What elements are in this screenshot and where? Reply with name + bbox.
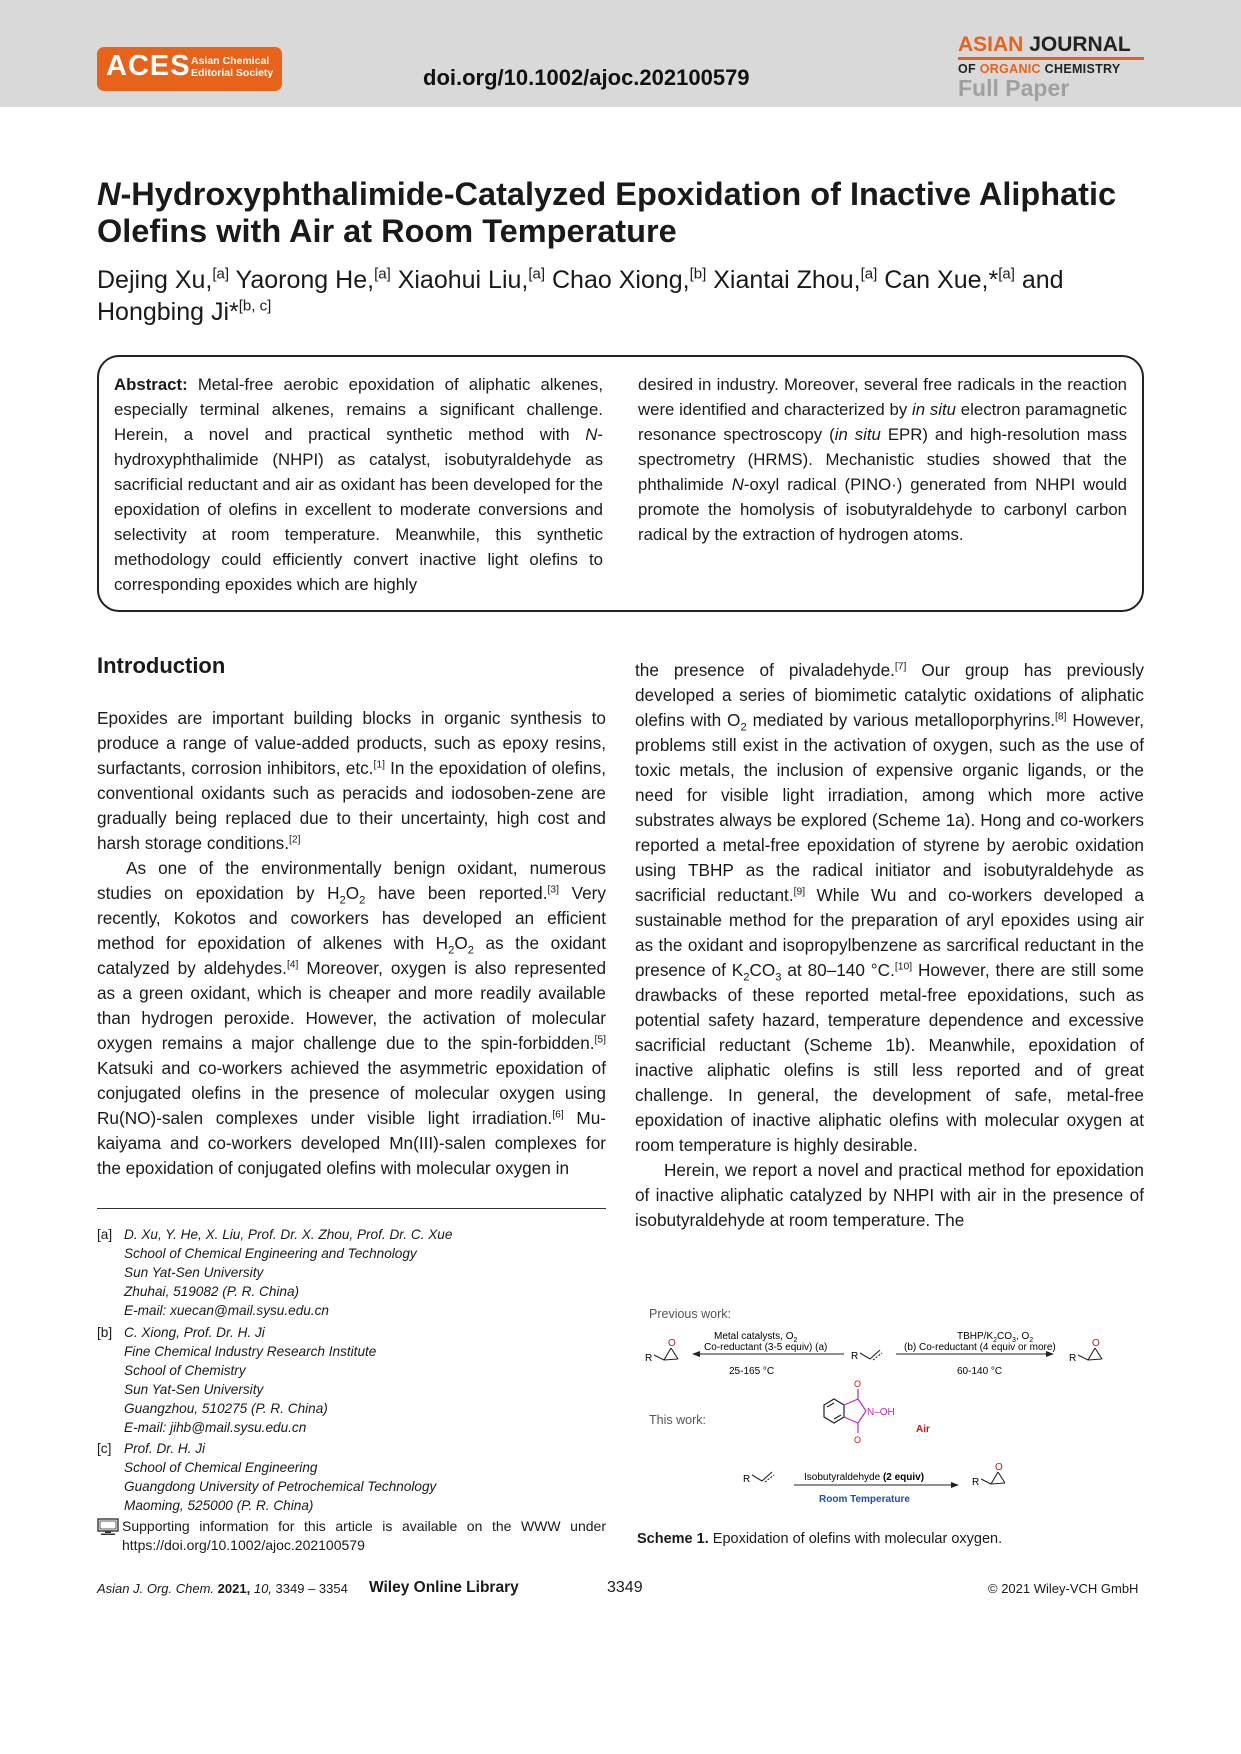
author-name: Xiaohui Liu, [397, 266, 529, 294]
paragraph [635, 658, 1144, 1158]
author-affiliation: [a] [528, 265, 546, 283]
author-and: and [1021, 266, 1064, 294]
citation-ref[interactable]: [5] [594, 1034, 606, 1046]
room-temperature-label: Room Temperature [819, 1494, 910, 1505]
footnote-line: Maoming, 525000 (P. R. China) [124, 1498, 314, 1513]
copyright: © 2021 Wiley-VCH GmbH [988, 1581, 1139, 1596]
affiliation-footnote-c [97, 1439, 606, 1515]
author-affiliation: [b, c] [238, 297, 272, 315]
publisher-name [191, 55, 273, 79]
footnote-line: Guangdong University of Petrochemical Technology [124, 1479, 437, 1494]
subscript: 2 [743, 971, 750, 984]
author-name: Xiantai Zhou, [713, 266, 861, 294]
abstract-box [97, 355, 1144, 612]
author-affiliation: [a] [374, 265, 391, 283]
left-temperature: 25-165 °C [729, 1366, 775, 1377]
text: Mu-kaiyama and co-workers developed Mn(III)-salen complexes for the epoxidation of conjugated olefins with molecular oxygen in [97, 1108, 606, 1178]
r-group-label: R [645, 1353, 653, 1364]
epoxide-structure-bottom [981, 1472, 1005, 1484]
author-affiliation: [a] [212, 265, 230, 283]
page-number: 3349 [607, 1579, 643, 1596]
publisher-name-line1: Asian Chemical [191, 55, 270, 67]
supporting-info-text[interactable]: Supporting information for this article is available on the WWW under https://doi.org/10.1002/ajoc.202100579 [122, 1518, 606, 1553]
text: However, problems still exist in the activation of oxygen, such as the use of toxic metals, the inclusion of expensive organic ligands, or the need for visible light irradiation, among which more active substrates always be explored (Scheme 1a). Hong and co-workers reported a metal-free epoxidation of styrene by aerobic oxidation using TBHP as the radical initiator and isobutyraldehyde as sacrificial reductant. [635, 710, 1145, 905]
condition-text: CO [997, 1331, 1013, 1342]
r-group-label: R [851, 1351, 859, 1362]
previous-work-label: Previous work: [649, 1307, 731, 1321]
paragraph [635, 1158, 1144, 1233]
nhpi-structure [824, 1389, 866, 1433]
footnote-divider [97, 1208, 606, 1209]
subscript: 2 [467, 944, 474, 957]
footnote-email[interactable]: E-mail: xuecan@mail.sysu.edu.cn [124, 1303, 329, 1318]
citation-ref[interactable]: [4] [286, 959, 299, 971]
subscript: 2 [1029, 1337, 1034, 1344]
subscript: 2 [793, 1337, 798, 1344]
paragraph [97, 706, 606, 856]
footnote-line: D. Xu, Y. He, X. Liu, Prof. Dr. X. Zhou, Prof. Dr. C. Xue [124, 1227, 453, 1242]
paragraph [97, 856, 606, 1181]
condition-equiv: (2 equiv) [882, 1472, 925, 1483]
r-group-label: R [1069, 1353, 1077, 1364]
author-name: Can Xue,* [884, 266, 999, 294]
abstract-italic: in situ [834, 425, 881, 444]
text: CO [749, 960, 776, 980]
journal-name-part4: ORGANIC [979, 62, 1041, 76]
abstract-italic: in situ [912, 400, 956, 419]
text: O [345, 883, 360, 903]
subscript: 2 [448, 944, 455, 957]
affiliation-footnote-a [97, 1225, 606, 1320]
condition-text: TBHP/K [957, 1331, 994, 1342]
abstract-italic: N [585, 425, 598, 444]
footnote-email[interactable]: E-mail: jihb@mail.sysu.edu.cn [124, 1420, 307, 1435]
footnote-label: [c] [97, 1441, 112, 1456]
abstract-text: -oxyl radical (PINO·) generated from NHPI would promote the homolysis of isobutyraldehyde to carbonyl carbon radical by the extraction of hydrogen atoms. [638, 475, 1127, 544]
text: Epoxides are important building blocks in organic synthesis to produce a range of value-added products, such as epoxy resins, surfactants, corrosion inhibitors, etc. [97, 708, 606, 778]
text: Moreover, oxygen is also represented as a green oxidant, which is cheaper and more readily available than hydrogen peroxide. However, the activation of molecular oxygen remains a major challenge due to the spin-forbidden. [97, 958, 607, 1053]
author-list [97, 264, 1157, 328]
journal-name-part3: OF [958, 62, 976, 76]
author-name: Dejing Xu, [97, 266, 213, 294]
epoxide-structure-right [1078, 1348, 1102, 1360]
arrow-head-icon [951, 1482, 959, 1488]
subscript: 3 [775, 971, 782, 984]
publisher-name-line2: Editorial Society [191, 67, 274, 79]
abstract-text: -hydroxyphthalimide (NHPI) as catalyst, isobutyraldehyde as sacrificial reductant and air as oxidant has been developed for the epoxidation of olefins in excellent to moderate conversions and selectivity at room temperature. Meanwhile, this synthetic methodology could efficiently convert inactive light olefins to corresponding epoxides which are highly [114, 425, 603, 594]
epoxide-structure-left [654, 1348, 678, 1360]
oxygen-label: O [854, 1379, 862, 1389]
scheme-1-figure [634, 1297, 1144, 1517]
footnote-label: [b] [97, 1325, 113, 1340]
abstract-italic: N [731, 475, 744, 494]
text: O [454, 933, 468, 953]
footer-year: 2021, [217, 1581, 251, 1596]
supporting-info-note [97, 1517, 606, 1555]
air-label: Air [916, 1424, 930, 1435]
abstract-left-column [114, 372, 603, 597]
citation-ref[interactable]: [7] [894, 661, 907, 673]
citation-ref[interactable]: [3] [547, 884, 559, 896]
footnote-line: School of Chemistry [124, 1363, 246, 1378]
r-group-label: R [972, 1477, 980, 1488]
journal-logo [958, 33, 1144, 100]
nhpi-label: N–OH [867, 1407, 895, 1418]
citation-ref[interactable]: [2] [289, 834, 301, 846]
text: the presence of pivaladehyde. [635, 660, 895, 680]
title-italic-prefix: N [97, 176, 121, 212]
journal-name-part5: CHEMISTRY [1044, 62, 1121, 76]
abstract-text: Metal-free aerobic epoxidation of aliphatic alkenes, especially terminal alkenes, remains a significant challenge. Herein, a novel and practical synthetic method with [114, 375, 603, 444]
left-condition-2: Co-reductant (3-5 equiv) (a) [704, 1342, 828, 1353]
publisher-logo-text: ACES [106, 50, 191, 82]
condition-text: , O [1015, 1331, 1030, 1342]
author-name: Chao Xiong, [552, 266, 690, 294]
author-affiliation: [a] [860, 265, 878, 283]
right-temperature: 60-140 °C [957, 1366, 1003, 1377]
footnote-line: C. Xiong, Prof. Dr. H. Ji [124, 1325, 265, 1340]
text: Very recently, Kokotos and coworkers has developed an efficient method for epoxidation of alkenes with H [97, 883, 606, 953]
text: As one of the environmentally benign oxidant, numerous studies on epoxidation by H [97, 858, 606, 903]
condition-text: Metal catalysts, O [714, 1331, 794, 1342]
subscript: 2 [359, 894, 366, 907]
text: have been reported. [365, 883, 548, 903]
abstract-text: EPR) and high-resolution mass spectrometry (HRMS). Mechanistic studies showed that the phthalimide [638, 425, 1127, 494]
body-left-column [97, 706, 606, 1181]
footnote-line: Guangzhou, 510275 (P. R. China) [124, 1401, 328, 1416]
abstract-right-column [638, 372, 1127, 547]
abstract-text: desired in industry. Moreover, several free radicals in the reaction were identified and characterized by [638, 375, 1127, 419]
subscript: 2 [993, 1337, 998, 1344]
footnote-line: Sun Yat-Sen University [124, 1382, 264, 1397]
alkene-structure-center [860, 1350, 882, 1360]
author-name: Hongbing Ji* [97, 298, 239, 326]
oxygen-label: O [1092, 1338, 1100, 1349]
subscript: 2 [740, 721, 747, 734]
author-affiliation: [b] [689, 265, 707, 283]
this-work-label: This work: [649, 1413, 706, 1427]
oxygen-label: O [668, 1338, 676, 1349]
text: as the oxidant catalyzed by aldehydes. [97, 933, 606, 978]
arrow-head-icon [692, 1351, 700, 1357]
monitor-icon [97, 1518, 119, 1536]
text: However, there are still some drawbacks of these reported metal-free epoxidations, such as potential safety hazard, temperature dependence and excessive sacrificial reductant (Scheme 1b). Meanwhile, epoxidation of inactive aliphatic olefins is still less reported and of great challenge. In general, the development of safe, metal-free epoxidation of inactive aliphatic olefins with molecular oxygen at room temperature is highly desirable. [635, 960, 1144, 1155]
abstract-label: Abstract: [114, 375, 188, 394]
subscript: 3 [1012, 1337, 1016, 1344]
article-title [97, 176, 1157, 250]
subscript: 2 [339, 894, 346, 907]
r-group-label: R [743, 1474, 751, 1485]
caption-label: Scheme 1. [637, 1531, 709, 1547]
caption-text: Epoxidation of olefins with molecular oxygen. [708, 1531, 1003, 1547]
footnote-line: Prof. Dr. H. Ji [124, 1441, 206, 1456]
right-condition-2: (b) Co-reductant (4 equiv or more) [904, 1342, 1056, 1353]
wiley-online-library-link[interactable]: Wiley Online Library [369, 1579, 519, 1596]
title-rest: -Hydroxyphthalimide-Catalyzed Epoxidation of Inactive Aliphatic Olefins with Air at Room Temperature [97, 176, 1117, 249]
footnote-line: Zhuhai, 519082 (P. R. China) [124, 1284, 300, 1299]
text: Our group has previously developed a series of biomimetic catalytic oxidations of aliphatic olefins with O [635, 660, 1144, 730]
affiliation-footnote-b [97, 1323, 606, 1437]
text: mediated by various metalloporphyrins. [746, 710, 1055, 730]
citation-ref[interactable]: [9] [793, 886, 806, 898]
footnote-line: Sun Yat-Sen University [124, 1265, 264, 1280]
footer-volume: 10, [253, 1581, 272, 1596]
text: at 80–140 °C. [781, 960, 895, 980]
journal-name-part1: ASIAN [958, 33, 1024, 56]
text: Herein, we report a novel and practical method for epoxidation of inactive aliphatic catalyzed by NHPI with air in the presence of isobutyraldehyde at room temperature. The [635, 1160, 1144, 1230]
journal-logo-rule [958, 57, 1144, 60]
citation-ref[interactable]: [10] [894, 961, 913, 973]
journal-name-part2: JOURNAL [1029, 33, 1131, 56]
author-affiliation: [a] [998, 265, 1015, 283]
footer-journal: Asian J. Org. Chem. [97, 1581, 215, 1596]
condition-text: Isobutyraldehyde [804, 1472, 883, 1483]
alkene-structure-bottom [752, 1472, 774, 1482]
publisher-logo[interactable] [97, 47, 282, 91]
author-name: Yaorong He, [235, 266, 375, 294]
body-right-column [635, 658, 1144, 1233]
citation-ref[interactable]: [8] [1054, 711, 1067, 723]
reductant-condition [804, 1472, 924, 1483]
citation-ref[interactable]: [1] [373, 759, 385, 771]
footer-pages: 3349 – 3354 [275, 1581, 348, 1596]
oxygen-label: O [995, 1462, 1003, 1473]
text: Katsuki and co-workers achieved the asymmetric epoxidation of conjugated olefins in the presence of molecular oxygen using Ru(NO)-salen complexes under visible light irradiation. [97, 1058, 606, 1128]
footnote-label: [a] [97, 1227, 113, 1242]
footnote-line: School of Chemical Engineering [124, 1460, 318, 1475]
introduction-heading: Introduction [97, 653, 226, 678]
oxygen-label: O [854, 1435, 862, 1445]
text: In the epoxidation of olefins, conventional oxidants such as peracids and iodosoben-zene are gradually being replaced due to their uncertainty, high cost and harsh storage conditions. [97, 758, 606, 853]
text: While Wu and co-workers developed a sustainable method for the preparation of aryl epoxides using air as the oxidant and isopropylbenzene as sarcrifical reductant in the presence of K [635, 885, 1144, 980]
abstract-text: electron paramagnetic resonance spectroscopy ( [638, 400, 1127, 444]
footer-citation [97, 1581, 348, 1596]
scheme-caption [637, 1531, 1002, 1547]
article-type: Full Paper [958, 75, 1070, 101]
footnote-line: School of Chemical Engineering and Technology [124, 1246, 417, 1261]
footnote-line: Fine Chemical Industry Research Institute [124, 1344, 377, 1359]
doi-link[interactable]: doi.org/10.1002/ajoc.202100579 [423, 65, 750, 90]
citation-ref[interactable]: [6] [552, 1109, 564, 1121]
